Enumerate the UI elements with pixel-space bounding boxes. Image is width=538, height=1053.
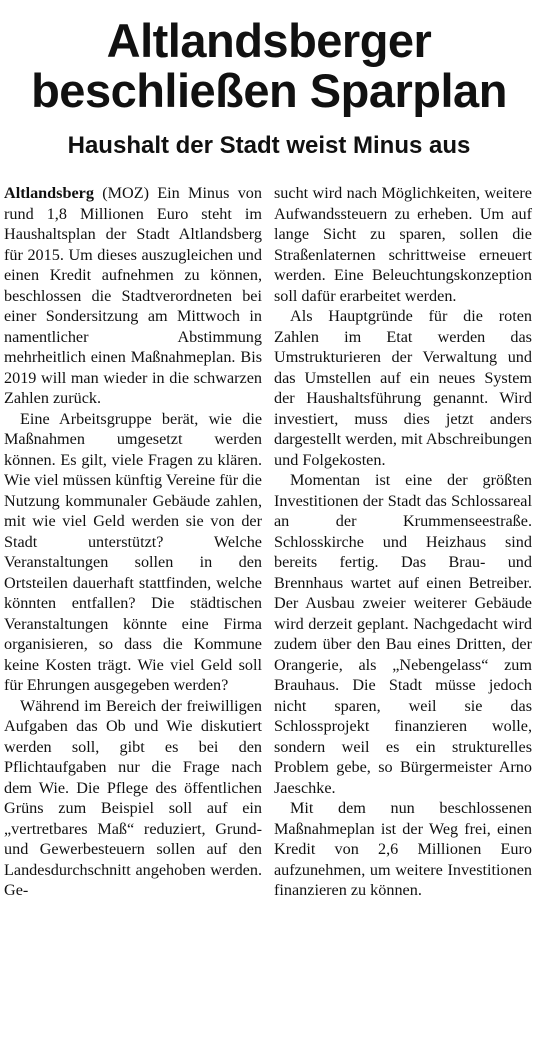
subheadline: Haushalt der Stadt weist Minus aus — [67, 132, 471, 159]
paragraph-5: Als Hauptgründe für die roten Zahlen im Etat werden das Umstrukturieren der Verwaltung und das Umstellen auf ein neues System der Haushaltsführung genannt. Wird investiert, muss dies jetzt anders dargestellt werden, mit Abschreibungen und Folgekosten. — [274, 307, 532, 469]
dateline-agency: (MOZ) — [93, 184, 158, 202]
paragraph-1-text: Ein Minus von rund 1,8 Millionen Euro steht im Haushaltsplan der Stadt Altlandsberg für 2015. Um dieses auszugleichen und einen Kredit aufnehmen zu können, beschlossen die Stadtverordneten bei einer Sondersitzung am Mittwoch in namentlicher Abstimmung mehrheitlich einen Maßnahmeplan. Bis 2019 will man wieder in die schwarzen Zahlen zurück. — [4, 184, 262, 407]
dateline-place: Altlandsberg — [4, 184, 94, 202]
column-1 — [4, 183, 262, 901]
paragraph-2: Eine Arbeitsgruppe berät, wie die Maßnahmen umgesetzt werden können. Es gilt, viele Fragen zu klären. Wie viel müssen künftig Vereine für die Nutzung kommunaler Gebäude zahlen, mit wie viel Geld werden sie von der Stadt unterstützt? Welche Veranstaltungen sollen in den Ortsteilen dauerhaft stattfinden, welche könnten entfallen? Die städtischen Veranstaltungen könnte eine Firma organisieren, so dass die Kommune keine Kosten trägt. Wie viel Geld soll für Ehrungen ausgegeben werden? — [4, 409, 262, 694]
column-2 — [274, 183, 532, 901]
headline-line-1: Altlandsberger — [106, 14, 432, 67]
paragraph-7: Mit dem nun beschlossenen Maßnahmeplan ist der Weg frei, einen Kredit von 2,6 Millionen Euro aufzunehmen, um weitere Investitionen finanzieren zu können. — [274, 799, 532, 899]
headline-line-2: beschließen Sparplan — [31, 64, 507, 117]
paragraph-3: Während im Bereich der freiwilligen Aufgaben das Ob und Wie diskutiert werden soll, gibt es bei den Pflichtaufgaben nur die Frage nach dem Wie. Die Pflege des öffentlichen Grüns zum Beispiel soll auf ein „vertretbares Maß“ reduziert, Grund- und Gewerbesteuern sollen auf den Landesdurchschnitt angehoben werden. Ge- — [4, 696, 262, 899]
paragraph-4: sucht wird nach Möglichkeiten, weitere Aufwandssteuern zu erheben. Um auf lange Sicht zu sparen, sollen die Straßenlaternen schrittweise erneuert werden. Eine Beleuchtungskonzeption soll dafür erarbeitet werden. — [274, 184, 532, 305]
paragraph-1 — [4, 183, 262, 409]
headline — [0, 0, 538, 116]
article-body — [4, 183, 532, 901]
paragraph-6: Momentan ist eine der größten Investitionen der Stadt das Schlossareal an der Krummenseestraße. Schlosskirche und Heizhaus sind bereits fertig. Das Brau- und Brennhaus wartet auf einen Betreiber. Der Ausbau zweier weiterer Gebäude wird derzeit geplant. Nachgedacht wird zudem über den Bau eines Dritten, der Orangerie, als „Nebengelass“ zum Brauhaus. Die Stadt müsse jedoch nicht sparen, weil sie das Schlossprojekt finanzieren wolle, sondern weil es ein strukturelles Problem gebe, so Bürgermeister Arno Jaeschke. — [274, 471, 532, 797]
